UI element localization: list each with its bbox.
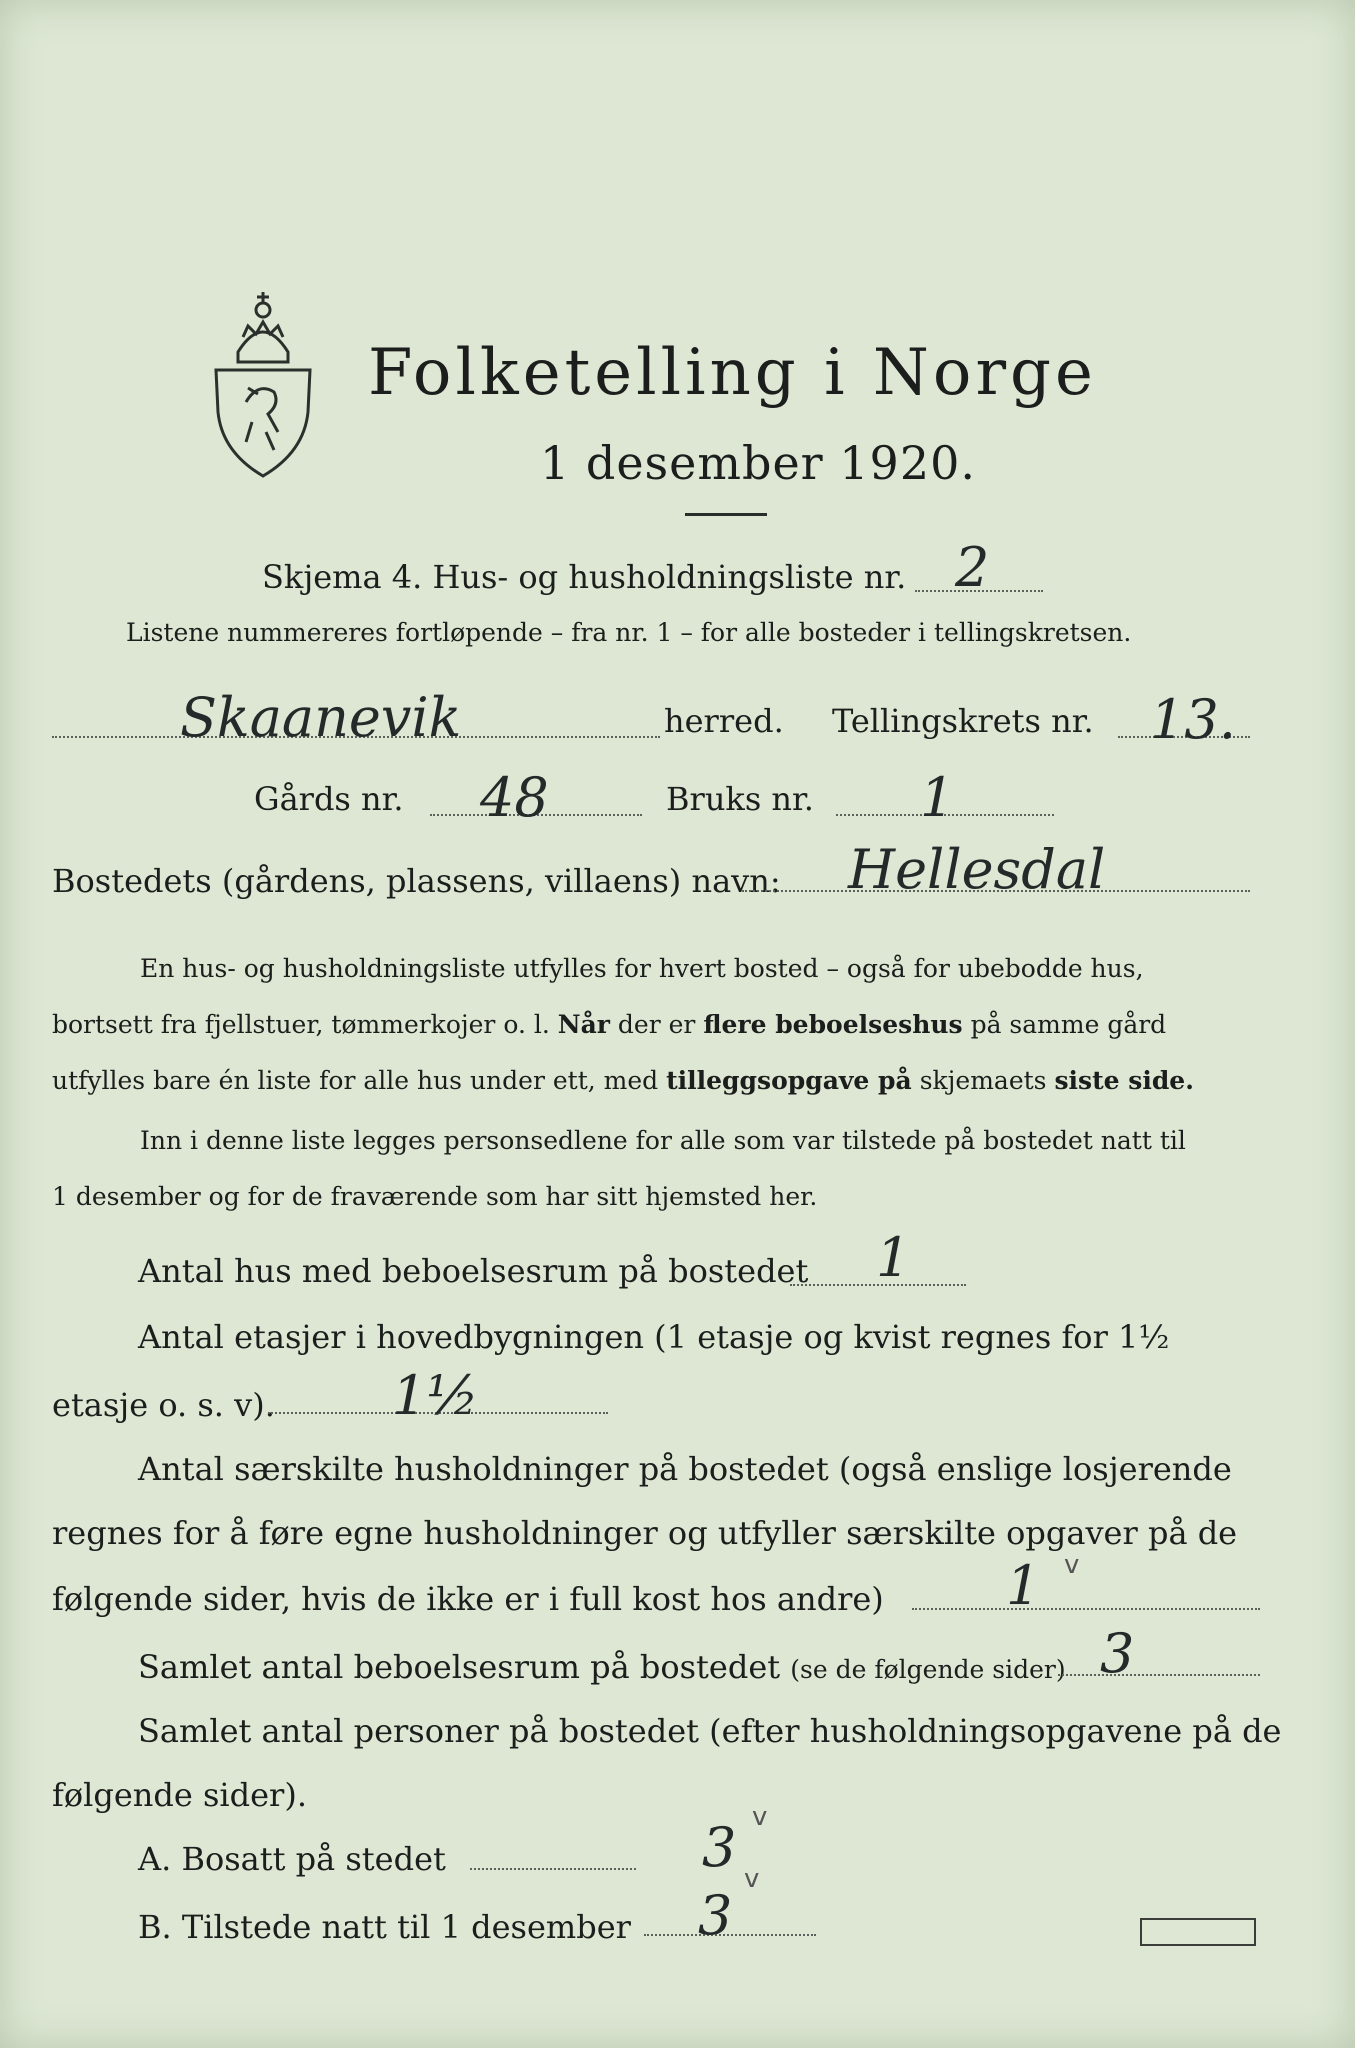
q3-field-line (912, 1608, 1260, 1610)
instruction-line-1: En hus- og husholdningsliste utfylles for hvert bosted – også for ubebodde hus, (140, 954, 1144, 983)
herred-value[interactable]: Skaanevik (180, 686, 462, 749)
instruction-text: skjemaets (919, 1066, 1047, 1095)
b-label: B. Tilstede natt til 1 desember (138, 1908, 631, 1946)
instruction-line-3 (52, 1052, 1194, 1110)
q3-line-2: regnes for å føre egne husholdninger og utfyller særskilte opgaver på de (52, 1514, 1238, 1552)
bosted-value[interactable]: Hellesdal (848, 838, 1106, 901)
q5-line-2: følgende sider). (52, 1776, 307, 1814)
q2-line-2: etasje o. s. v). (52, 1386, 275, 1424)
census-date: 1 desember 1920. (540, 436, 976, 490)
schema-label: Skjema 4. Hus- og husholdningsliste nr. (262, 558, 907, 596)
a-field-line (470, 1868, 636, 1870)
q3-value[interactable]: 1 (1006, 1554, 1041, 1617)
q4-label-note: (se de følgende sider) (790, 1655, 1066, 1684)
instruction-text: bortsett fra fjellstuer, tømmerkojer o. l. (52, 1010, 550, 1039)
q4-field-line (1058, 1674, 1260, 1676)
bosted-label: Bostedets (gårdens, plassens, villaens) navn: (52, 862, 781, 900)
gards-value[interactable]: 48 (480, 766, 549, 829)
a-label: A. Bosatt på stedet (138, 1840, 446, 1878)
schema-number-value[interactable]: 2 (955, 536, 990, 599)
printer-stamp-icon (1140, 1918, 1256, 1946)
instruction-bold: flere beboelseshus (703, 1010, 963, 1039)
instruction-text: på samme gård (970, 1010, 1167, 1039)
norway-coat-of-arms-icon (208, 282, 318, 480)
q1-value[interactable]: 1 (876, 1226, 911, 1289)
instruction-text: der er (617, 1010, 696, 1039)
q4-value[interactable]: 3 (1100, 1622, 1135, 1685)
q4-label (138, 1648, 1066, 1686)
checkmark-icon: v (1064, 1550, 1080, 1580)
instruction-bold: Når (557, 1010, 610, 1039)
q1-label: Antal hus med beboelsesrum på bostedet (138, 1252, 809, 1290)
q4-label-text: Samlet antal beboelsesrum på bostedet (138, 1648, 781, 1686)
checkmark-icon: v (744, 1864, 760, 1894)
q3-line-3: følgende sider, hvis de ikke er i full kost hos andre) (52, 1580, 884, 1618)
instruction-line-5: 1 desember og for de fraværende som har sitt hjemsted her. (52, 1182, 818, 1211)
b-value[interactable]: 3 (698, 1884, 733, 1947)
q3-line-1: Antal særskilte husholdninger på bostedet (også enslige losjerende (138, 1450, 1232, 1488)
instruction-bold: siste side. (1054, 1066, 1194, 1095)
bruks-label: Bruks nr. (666, 780, 814, 818)
numbering-note: Listene nummereres fortløpende – fra nr. 1 – for alle bosteder i tellingskretsen. (126, 618, 1132, 647)
tellingskrets-value[interactable]: 13. (1150, 688, 1236, 751)
a-value[interactable]: 3 (702, 1816, 737, 1879)
gards-label: Gårds nr. (254, 780, 404, 818)
tellingskrets-label: Tellingskrets nr. (832, 702, 1094, 740)
instruction-text: utfylles bare én liste for alle hus under ett, med (52, 1066, 659, 1095)
divider (685, 513, 767, 516)
instruction-line-4: Inn i denne liste legges personsedlene for alle som var tilstede på bostedet natt til (140, 1126, 1186, 1155)
instruction-line-2 (52, 996, 1166, 1054)
q5-line-1: Samlet antal personer på bostedet (efter husholdningsopgavene på de (138, 1712, 1282, 1750)
instruction-bold: tilleggsopgave på (666, 1066, 912, 1095)
q2-line-1: Antal etasjer i hovedbygningen (1 etasje og kvist regnes for 1½ (138, 1318, 1170, 1356)
q2-value[interactable]: 1½ (392, 1364, 479, 1427)
checkmark-icon: v (752, 1802, 768, 1832)
form-title: Folketelling i Norge (368, 336, 1097, 410)
herred-label: herred. (664, 702, 784, 740)
bruks-value[interactable]: 1 (920, 766, 955, 829)
